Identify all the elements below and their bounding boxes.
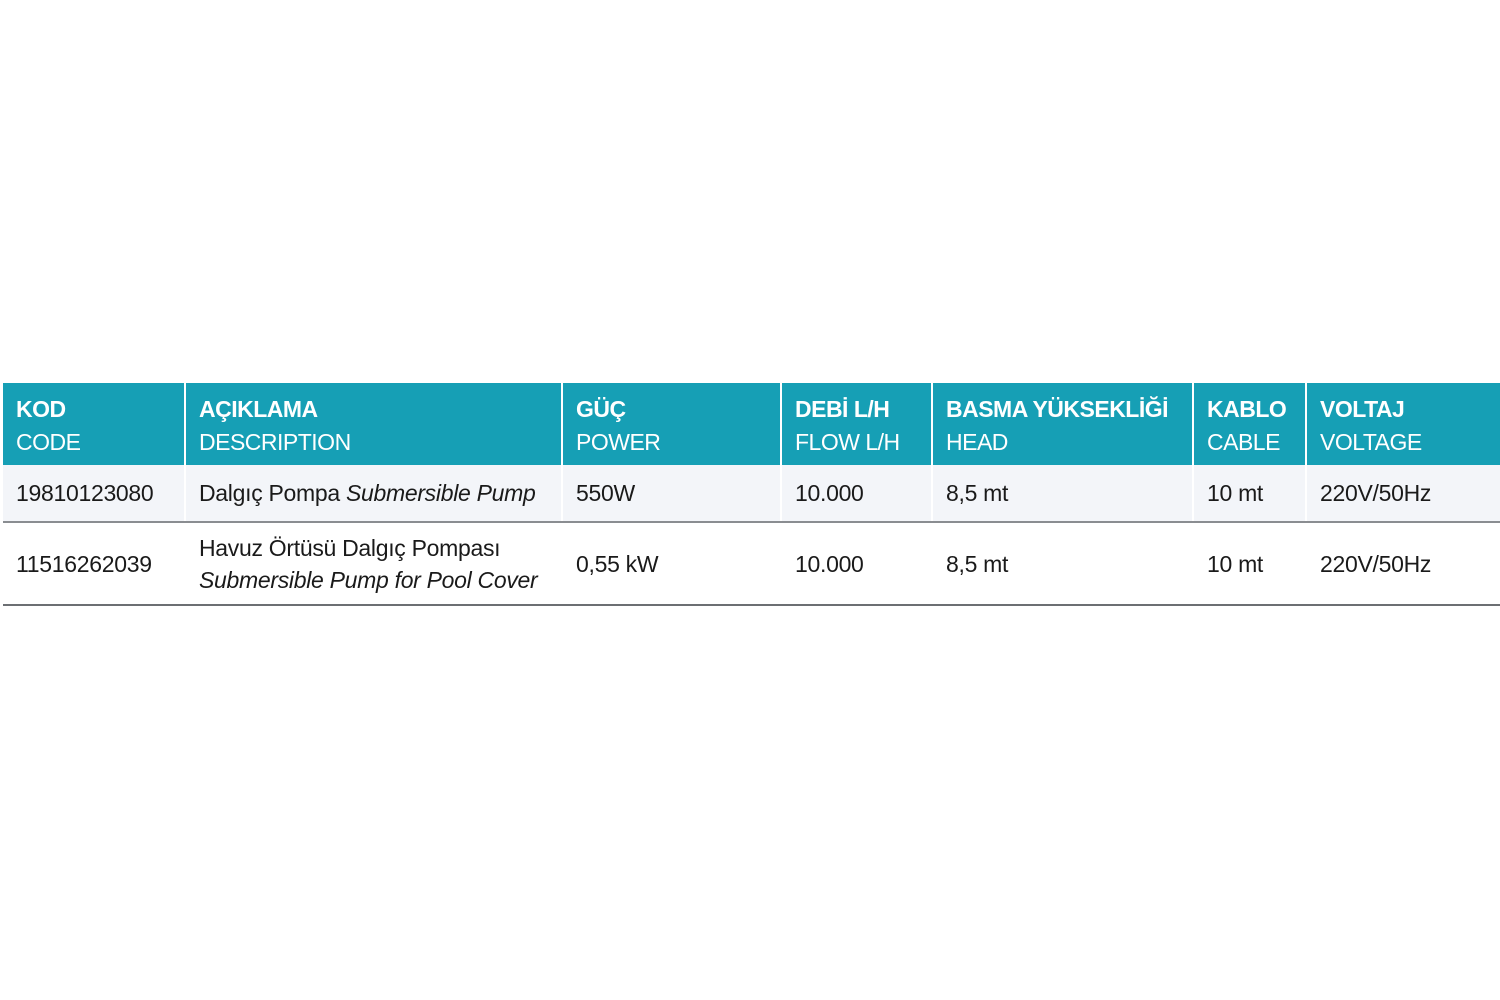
cell-head: 8,5 mt [932, 522, 1193, 605]
cell-cable: 10 mt [1193, 522, 1306, 605]
header-voltage [1306, 383, 1500, 465]
description-en: Submersible Pump for Pool Cover [199, 566, 538, 593]
cell-voltage: 220V/50Hz [1306, 522, 1500, 605]
header-cable-tr: KABLO [1207, 396, 1287, 422]
description-en: Submersible Pump [345, 480, 536, 506]
table-row [3, 465, 1500, 522]
header-head-tr: BASMA YÜKSEKLİĞİ [946, 396, 1169, 422]
header-description-en: DESCRIPTION [199, 429, 351, 455]
description-tr: Dalgıç Pompa [199, 480, 340, 506]
header-flow-en: FLOW L/H [795, 429, 900, 455]
cell-description [185, 522, 562, 605]
header-description-tr: AÇIKLAMA [199, 396, 318, 422]
header-power [562, 383, 781, 465]
cell-code: 11516262039 [3, 522, 185, 605]
description-tr: Havuz Örtüsü Dalgıç Pompası [199, 534, 501, 561]
product-spec-table [3, 383, 1500, 606]
cell-power: 0,55 kW [562, 522, 781, 605]
header-head-en: HEAD [946, 429, 1008, 455]
cell-power: 550W [562, 465, 781, 522]
cell-code: 19810123080 [3, 465, 185, 522]
header-description [185, 383, 562, 465]
header-power-en: POWER [576, 429, 661, 455]
table-row [3, 522, 1500, 605]
header-voltage-tr: VOLTAJ [1320, 396, 1405, 422]
table-header-row [3, 383, 1500, 465]
cell-cable: 10 mt [1193, 465, 1306, 522]
header-flow [781, 383, 932, 465]
header-flow-tr: DEBİ L/H [795, 396, 890, 422]
cell-flow: 10.000 [781, 465, 932, 522]
cell-description [185, 465, 562, 522]
header-cable [1193, 383, 1306, 465]
cell-flow: 10.000 [781, 522, 932, 605]
header-voltage-en: VOLTAGE [1320, 429, 1422, 455]
header-code [3, 383, 185, 465]
header-code-en: CODE [16, 429, 81, 455]
header-cable-en: CABLE [1207, 429, 1280, 455]
header-head [932, 383, 1193, 465]
cell-head: 8,5 mt [932, 465, 1193, 522]
header-code-tr: KOD [16, 396, 66, 422]
cell-voltage: 220V/50Hz [1306, 465, 1500, 522]
header-power-tr: GÜÇ [576, 396, 626, 422]
